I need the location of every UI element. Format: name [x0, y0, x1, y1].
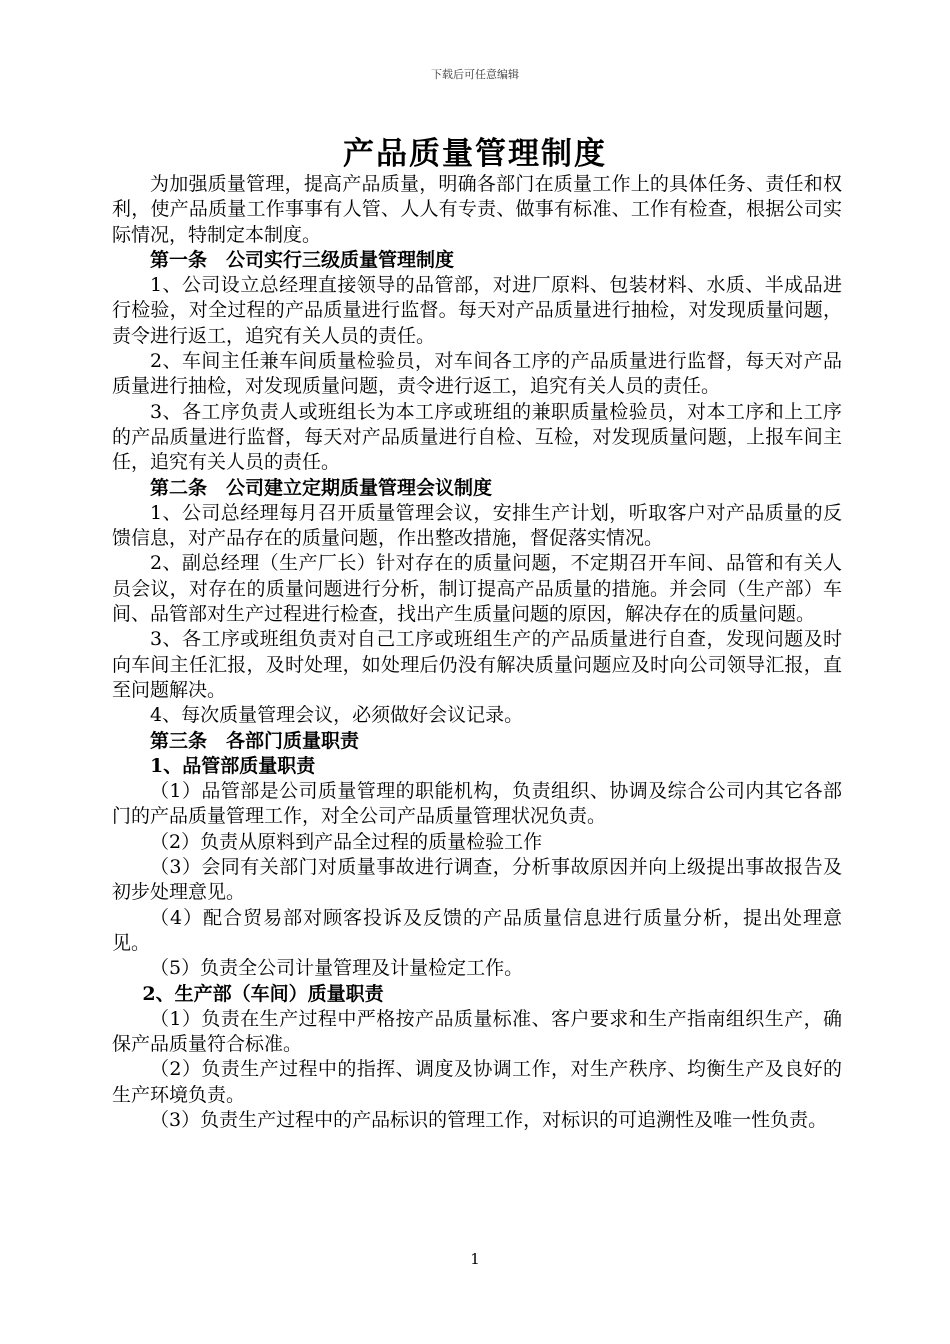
section-1-item: （2）负责从原料到产品全过程的质量检验工作 — [150, 830, 543, 853]
article-2-item: 2、副总经理（生产厂长）针对存在的质量问题，不定期召开车间、品管和有关人员会议，对存在的质量问题进行分析，制订提高产品质量的措施。并会同（生产部）车间、品管部对生产过程进行检查，找出产生质量问题的原因，解决存在的质量问题。 — [112, 552, 842, 626]
section-1-item: （5）负责全公司计量管理及计量检定工作。 — [150, 957, 524, 980]
section-2-item: （1）负责在生产过程中严格按产品质量标准、客户要求和生产指南组织生产，确保产品质量符合标准。 — [112, 1007, 842, 1056]
document-body — [112, 172, 842, 1133]
section-1-item: （1）品管部是公司质量管理的职能机构，负责组织、协调及综合公司内其它各部门的产品质量管理工作，对全公司产品质量管理状况负责。 — [112, 780, 842, 828]
article-2-item: 3、各工序或班组负责对自己工序或班组生产的产品质量进行自查，发现问题及时向车间主任汇报，及时处理，如处理后仍没有解决质量问题应及时向公司领导汇报，直至问题解决。 — [112, 628, 842, 701]
article-2-heading: 第二条 公司建立定期质量管理会议制度 — [150, 476, 493, 499]
section-2-item: （3）负责生产过程中的产品标识的管理工作，对标识的可追溯性及唯一性负责。 — [150, 1108, 828, 1131]
article-3-heading: 第三条 各部门质量职责 — [150, 729, 360, 752]
page-number: 1 — [470, 1250, 480, 1268]
section-1-item: （3）会同有关部门对质量事故进行调查，分析事故原因并向上级提出事故报告及初步处理意见。 — [112, 856, 842, 904]
article-1-item: 2、车间主任兼车间质量检验员，对车间各工序的产品质量进行监督，每天对产品质量进行抽检，对发现质量问题，责令进行返工，追究有关人员的责任。 — [112, 350, 842, 398]
intro-paragraph: 为加强质量管理，提高产品质量，明确各部门在质量工作上的具体任务、责任和权利，使产品质量工作事事有人管、人人有专责、做事有标准、工作有检查，根据公司实际情况，特制定本制度。 — [112, 173, 842, 246]
article-2-item: 1、公司总经理每月召开质量管理会议，安排生产计划，听取客户对产品质量的反馈信息，对产品存在的质量问题，作出整改措施，督促落实情况。 — [112, 501, 842, 550]
article-1-item: 3、各工序负责人或班组长为本工序或班组的兼职质量检验员，对本工序和上工序的产品质量进行监督，每天对产品质量进行自检、互检，对发现质量问题，上报车间主任，追究有关人员的责任。 — [112, 400, 842, 474]
section-1-item: （4）配合贸易部对顾客投诉及反馈的产品质量信息进行质量分析，提出处理意见。 — [112, 906, 842, 954]
article-1-item: 1、公司设立总经理直接领导的品管部，对进厂原料、包装材料、水质、半成品进行检验，对全过程的产品质量进行监督。每天对产品质量进行抽检，对发现质量问题，责令进行返工，追究有关人员的责任。 — [112, 274, 842, 347]
section-1-heading: 1、品管部质量职责 — [150, 754, 316, 777]
section-2-heading: 2、生产部（车间）质量职责 — [142, 982, 384, 1005]
article-2-item: 4、每次质量管理会议，必须做好会议记录。 — [150, 704, 524, 727]
header-note: 下载后可任意编辑 — [431, 68, 519, 81]
document-title: 产品质量管理制度 — [343, 136, 607, 172]
article-1-heading: 第一条 公司实行三级质量管理制度 — [150, 248, 455, 271]
section-2-item: （2）负责生产过程中的指挥、调度及协调工作，对生产秩序、均衡生产及良好的生产环境负责。 — [112, 1058, 842, 1106]
